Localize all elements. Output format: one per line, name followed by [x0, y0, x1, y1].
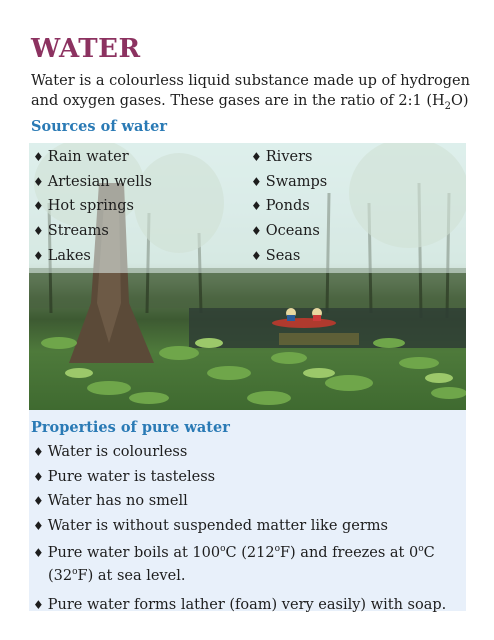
diamond-bullet-icon: ♦	[251, 174, 262, 189]
diamond-bullet-icon: ♦	[33, 224, 44, 239]
intro-paragraph: Water is a colourless liquid substance made up of hydrogen and oxygen gases. These gases are in the ratio of 2:1 $(H_2O)$	[31, 73, 470, 112]
diamond-bullet-icon: ♦	[251, 199, 262, 214]
list-item: ♦ Streams	[33, 223, 109, 240]
list-item: ♦ Artesian wells	[33, 173, 152, 190]
diamond-bullet-icon: ♦	[33, 598, 44, 613]
list-item: ♦ Water is without suspended matter like germs	[33, 517, 388, 534]
list-item: ♦ Pure water is tasteless	[33, 468, 216, 485]
diamond-bullet-icon: ♦	[33, 248, 44, 263]
diamond-bullet-icon: ♦	[33, 494, 44, 509]
diamond-bullet-icon: ♦	[251, 150, 262, 164]
list-item: ♦ Pure water forms lather (foam) very easily) with soap.	[33, 597, 447, 614]
properties-panel	[29, 410, 466, 614]
list-item: ♦ Seas	[251, 247, 301, 264]
list-item: ♦ Water has no smell	[33, 493, 188, 510]
list-item: ♦ Rain water	[33, 149, 129, 165]
list-item: ♦ Pure water boils at 100$^o$C (212$^o$F) and freezes at 0$^o$C (32$^o$F) at sea level.	[33, 544, 435, 585]
diamond-bullet-icon: ♦	[33, 174, 44, 189]
diamond-bullet-icon: ♦	[251, 224, 262, 239]
sources-list-left	[33, 145, 152, 269]
diamond-bullet-icon: ♦	[33, 199, 44, 214]
diamond-bullet-icon: ♦	[33, 150, 44, 164]
diamond-bullet-icon: ♦	[33, 469, 44, 484]
sources-list-right	[251, 145, 327, 269]
list-item: ♦ Oceans	[251, 223, 320, 240]
diamond-bullet-icon: ♦	[33, 546, 44, 561]
diamond-bullet-icon: ♦	[251, 248, 262, 263]
sources-heading: Sources of water	[31, 118, 167, 135]
list-item: ♦ Hot springs	[33, 198, 134, 215]
properties-heading: Properties of pure water	[31, 419, 230, 436]
list-item: ♦ Swamps	[251, 173, 328, 190]
list-item: ♦ Lakes	[33, 247, 91, 264]
diamond-bullet-icon: ♦	[33, 518, 44, 533]
properties-list	[33, 440, 468, 618]
list-item: ♦ Ponds	[251, 198, 310, 215]
swamp-photo	[29, 143, 466, 410]
list-item: ♦ Water is colourless	[33, 444, 188, 460]
list-item: ♦ Rivers	[251, 149, 313, 165]
page-title: WATER	[31, 34, 141, 64]
diamond-bullet-icon: ♦	[33, 445, 44, 459]
